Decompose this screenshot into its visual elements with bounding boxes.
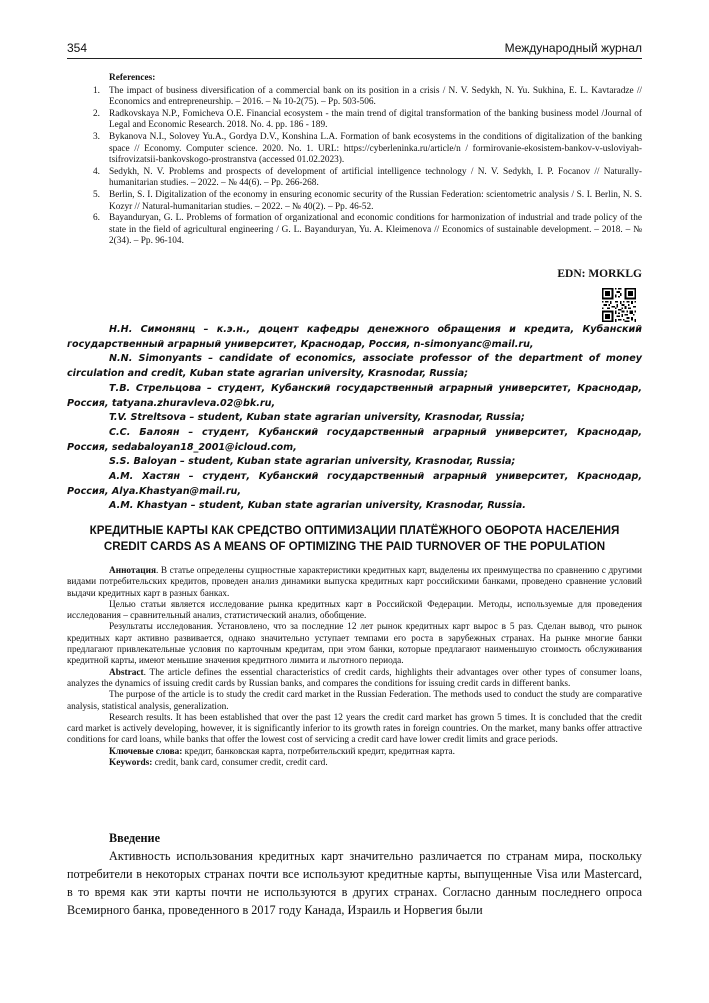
reference-text: Radkovskaya N.P., Fomicheva O.E. Financial ecosystem - the main trend of digital transformation of the banking business model /Journal of Legal and Economic Research. 2018. No. 4. pp. 186 - 189. [109,108,642,131]
author-line: N.N. Simonyants – candidate of economics, associate professor of the department of money circulation and credit, Kuban state agrarian university, Krasnodar, Russia; [67,353,642,380]
abstract-ru-text: . В статье определены сущностные характеристики кредитных карт, выделены их преимущества по сравнению с другими видами потребительских кредитов, проведен анализ динамики выпуска кредитных карт российскими банками, проведено сравнение условий выдачи кредитных карт в разных банках. [67,566,642,599]
introduction-text: Активность использования кредитных карт значительно различается по странам мира, поскольку потребители в некоторых странах почти все используют кредитные карты, выпущенные Visa или Mastercard, в то время как эти карты почти не используются в других странах. Согласно данным последнего опроса Всемирного банка, проведенного в 2017 году Канада, Израиль и Норвегия были [67,849,642,917]
reference-item [93,167,642,190]
journal-name: Международный журнал [504,41,642,55]
abstract-en-text: . The article defines the essential characteristics of credit cards, highlights their advantages over other types of consumer loans, analyzes the dynamics of issuing credit cards by Russian banks, and compares the conditions for issuing credit cards in different banks. [67,667,642,689]
reference-text: Sedykh, N. V. Problems and prospects of development of artificial intelligence technology / N. V. Sedykh, I. P. Focanov // Naturally-humanitarian studies. – 2022. – № 44(6). – Pp. 266-268. [109,166,642,189]
authors-block [67,323,642,514]
abstract-ru-p2: Целью статьи является исследование рынка кредитных карт в Российской Федерации. Методы, используемые для проведения исследования – сравнительный анализ, статистический анализ, обобщение. [67,599,642,622]
author-line: S.S. Baloyan – student, Kuban state agrarian university, Krasnodar, Russia; [109,456,516,468]
reference-number: 3. [93,131,100,142]
reference-item [93,86,642,109]
reference-number: 6. [93,213,100,224]
reference-number: 1. [93,85,100,96]
reference-text: Bayanduryan, G. L. Problems of formation of organizational and economic conditions for harmonization of industrial and trade policy of the state in the field of agricultural engineering / G. L. Bayanduryan, Yu. A. Kleimenova // Economics of sustainable development. – 2018. – № 2(34). – Pp. 96-104. [109,213,642,247]
abstract-ru-p1 [67,566,642,600]
keywords-ru-label: Ключевые слова: [109,746,183,757]
abstract-section [67,566,642,769]
reference-item [93,190,642,213]
keywords-en [67,758,642,769]
article-title [67,523,642,555]
reference-number: 4. [93,166,100,177]
reference-item [93,132,642,167]
reference-text: The impact of business diversification of a commercial bank on its position in a crisis / N. V. Sedykh, N. Yu. Sukhina, E. L. Kavtaradze // Economics and entrepreneurship. – 2016. – № 10-2(75). – Pp. 503-506. [109,85,642,108]
keywords-en-label: Keywords: [109,758,153,769]
keywords-ru-text: кредит, банковская карта, потребительский кредит, кредитная карта. [182,746,455,757]
author-line: Н.Н. Симонянц – к.э.н., доцент кафедры денежного обращения и кредита, Кубанский государственный аграрный университет, Краснодар, Россия, n-simonyanc@mail.ru, [67,324,642,350]
qr-code-icon [602,288,636,322]
introduction-section [67,829,642,919]
references-list [93,86,642,248]
reference-text: Bykanova N.I., Solovey Yu.A., Gordya D.V., Konshina L.A. Formation of bank ecosystems in the conditions of digitalization of the banking space // Economy. Computer science. 2020. No. 1. URL: https://cyberleninka.ru/article/n / formirovanie-ekosistem-bankov-v-usloviyah-tsifrovizatsii-bankovskogo-prostranstva (accessed 01.02.2023). [109,131,642,166]
author-line: С.С. Балоян – студент, Кубанский государственный аграрный университет, Краснодар, Россия, sedabaloyan18_2001@icloud.com, [67,426,642,453]
author-line: T.V. Streltsova – student, Kuban state agrarian university, Krasnodar, Russia; [109,412,525,424]
abstract-en-p1 [67,668,642,691]
reference-item [93,213,642,248]
abstract-en-label: Abstract [109,667,144,678]
references-section [93,73,642,248]
page-header [67,40,642,59]
abstract-en-p2: The purpose of the article is to study the credit card market in the Russian Federation. The methods used to conduct the study are comparative analysis, statistical analysis, generalization. [67,690,642,712]
references-heading: References: [109,73,156,83]
reference-text: Berlin, S. I. Digitalization of the economy in ensuring economic security of the Russian Federation: scientometric analysis / S. I. Berlin, N. S. Kozyr // Natural-humanitarian studies. – 2022. – № 40(2). – Pp. 46-52. [109,189,642,212]
author-line: Т.В. Стрельцова – студент, Кубанский государственный аграрный университет, Краснодар, Россия, tatyana.zhuravleva.02@bk.ru, [67,382,642,409]
introduction-heading: Введение [109,831,160,845]
reference-number: 5. [93,189,100,200]
keywords-ru [67,747,642,758]
abstract-ru-label: Аннотация [109,566,157,576]
reference-number: 2. [93,108,100,119]
author-line: A.M. Khastyan – student, Kuban state agrarian university, Krasnodar, Russia. [109,500,526,512]
author-line: А.М. Хастян – студент, Кубанский государственный аграрный университет, Краснодар, Россия, Alya.Khastyan@mail.ru, [67,471,642,497]
title-ru: КРЕДИТНЫЕ КАРТЫ КАК СРЕДСТВО ОПТИМИЗАЦИИ ПЛАТЁЖНОГО ОБОРОТА НАСЕЛЕНИЯ [89,524,620,537]
reference-item [93,109,642,132]
title-en: CREDIT CARDS AS A MEANS OF OPTIMIZING THE PAID TURNOVER OF THE POPULATION [103,540,606,553]
edn-code: EDN: MORKLG [557,268,642,280]
abstract-en-p3: Research results. It has been established that over the past 12 years the credit card market has grown 5 times. It is concluded that the credit card market is actively developing, however, it is significantly inferior to its growth rates in foreign countries. On the market, many banks offer attractive conditions for card loans, while banks that offer the lowest cost of servicing a credit card have lower credit limits and grace periods. [67,712,642,746]
keywords-en-text: credit, bank card, consumer credit, credit card. [152,758,328,769]
abstract-ru-p3: Результаты исследования. Установлено, что за последние 12 лет рынок кредитных карт вырос в 5 раз. Сделан вывод, что рынок кредитных карт активно развивается, однако значительно уступает темпами его роста в зарубежных странах. На рынке многие банки предлагают привлекательные условия по карточным кредитам, при этом банки, которые предлагают наименьшую стоимость обслуживания кредитной карты, имеют меньшие значения кредитного лимита и льготного периода. [67,622,642,667]
page-number: 354 [67,41,88,55]
